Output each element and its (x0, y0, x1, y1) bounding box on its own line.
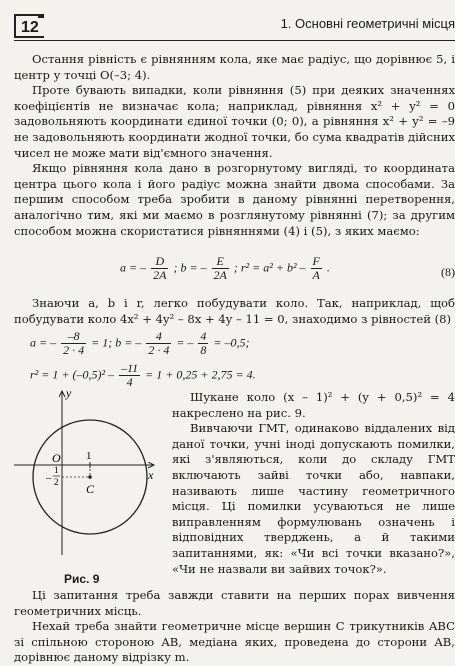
paragraph-special-cases: Проте бувають випадки, коли рівняння (5) при деяких значеннях коефіцієнтів не визначає кола; наприклад, рівняння x² + y² = 0 задовольняють координати єдиної точки (0; 0), а рівняння x² + y² = –9 не задовольняють координати жодної точки, бо сума квадратів дійсних чисел не може мати від'ємного значення. (14, 83, 455, 160)
calc-r-label: r² = 1 + (–0,5)² – (30, 367, 115, 382)
fraction-d-2a (151, 255, 168, 282)
calc-a-label: a = – (30, 335, 57, 350)
body-text-bottom (14, 588, 455, 666)
frac-num: –11 (121, 361, 139, 375)
label-center: C (86, 482, 95, 496)
frac-den: 4 (126, 375, 133, 389)
frac-num: 4 (200, 329, 207, 343)
fraction-calc-b (146, 330, 171, 357)
fraction-calc-b2 (198, 330, 208, 357)
paragraph-circle-radius: Остання рівність є рівнянням кола, яке має радіус, що дорівнює 5, і центр у точці O(–3; 4). (14, 52, 455, 82)
frac-den: 2A (213, 268, 227, 282)
formula-end: . (326, 260, 330, 275)
formula-8 (120, 255, 455, 291)
body-text-top (14, 52, 455, 239)
frac-den: 2A (153, 268, 167, 282)
equation-label: (8) (441, 265, 455, 279)
frac-num: E (212, 255, 229, 269)
label-y: y (66, 386, 72, 400)
frac-num: 4 (146, 330, 171, 344)
label-half-num: 1 (54, 465, 59, 475)
label-x: x (148, 468, 154, 482)
body-text-knowing (14, 296, 455, 327)
formula-b-part: ; b = – (173, 260, 207, 275)
page-header (14, 14, 455, 41)
frac-num: –8 (61, 330, 86, 344)
calc-a-result: = 1; b = – (91, 335, 142, 350)
frac-den: 8 (200, 343, 207, 357)
frac-num: D (151, 255, 168, 269)
figure-caption: Рис. 9 (64, 572, 100, 586)
frac-den: 2 · 4 (63, 343, 85, 357)
figure-9-circle (14, 385, 164, 560)
fraction-e-2a (212, 255, 229, 282)
calc-b-mid: = – (176, 335, 194, 350)
fraction-f-a (311, 255, 322, 282)
frac-num: F (312, 254, 320, 268)
page-number: 12 (14, 14, 44, 38)
frac-den: 2 · 4 (148, 343, 170, 357)
calc-b-result: = –0,5; (213, 335, 250, 350)
label-minus: – (46, 472, 52, 484)
calc-a-b (30, 330, 250, 357)
paragraph-construct-circle: Знаючи a, b і r, легко побудувати коло. Так, наприклад, щоб побудувати коло 4x² + 4y² – 8x + 4y – 11 = 0, знаходимо з рівностей (8) (14, 296, 455, 326)
paragraph-gmt-errors: Вивчаючи ГМТ, одинаково віддалених від даної точки, учні іноді допускають помилки, які з'являються, коли до складу ГМТ включають зайві точки або, навпаки, називають лише частину геометричного місця. Ці помилки усуваються не лише виправленням формулювань означень і відповідних тверджень, а й такими запитаннями, як: «Чи всі точки вказано?», «Чи не назвали ви зайвих точок?». (172, 421, 455, 576)
center-point (88, 475, 92, 479)
paragraph-questions: Ці запитання треба завжди ставити на перших порах вивчення геометричних місць. (14, 588, 455, 618)
formula-a-part: a = – (120, 260, 147, 275)
paragraph-result-circle: Шукане коло (x – 1)² + (y + 0,5)² = 4 накреслено на рис. 9. (172, 390, 455, 420)
paragraph-triangle-locus: Нехай треба знайти геометричне місце вершин C трикутників ABC зі спільною стороною AB, медіана яких, проведена до сторони AB, дорівнює даному відрізку m. (14, 619, 455, 665)
label-half-den: 2 (54, 477, 59, 487)
side-text (172, 390, 455, 577)
calc-r-result: = 1 + 0,25 + 2,75 = 4. (145, 367, 256, 382)
label-one: 1 (86, 450, 92, 462)
formula-r-part: ; r² = a² + b² – (233, 260, 306, 275)
label-origin: O (52, 451, 61, 465)
chapter-title: 1. Основні геометричні місця (280, 16, 455, 31)
paragraph-expanded-form: Якщо рівняння кола дано в розгорнутому вигляді, то координата центра цього кола і його радіус можна знайти двома способами. За першим способом треба зробити в даному рівнянні перетворення, аналогічно тим, які ми маємо в розглянутому рівнянні (7); за другим способом можна скористатися рівняннями (4) і (5), з яких маємо: (14, 161, 455, 238)
fraction-calc-a (61, 330, 86, 357)
frac-den: A (312, 268, 320, 282)
